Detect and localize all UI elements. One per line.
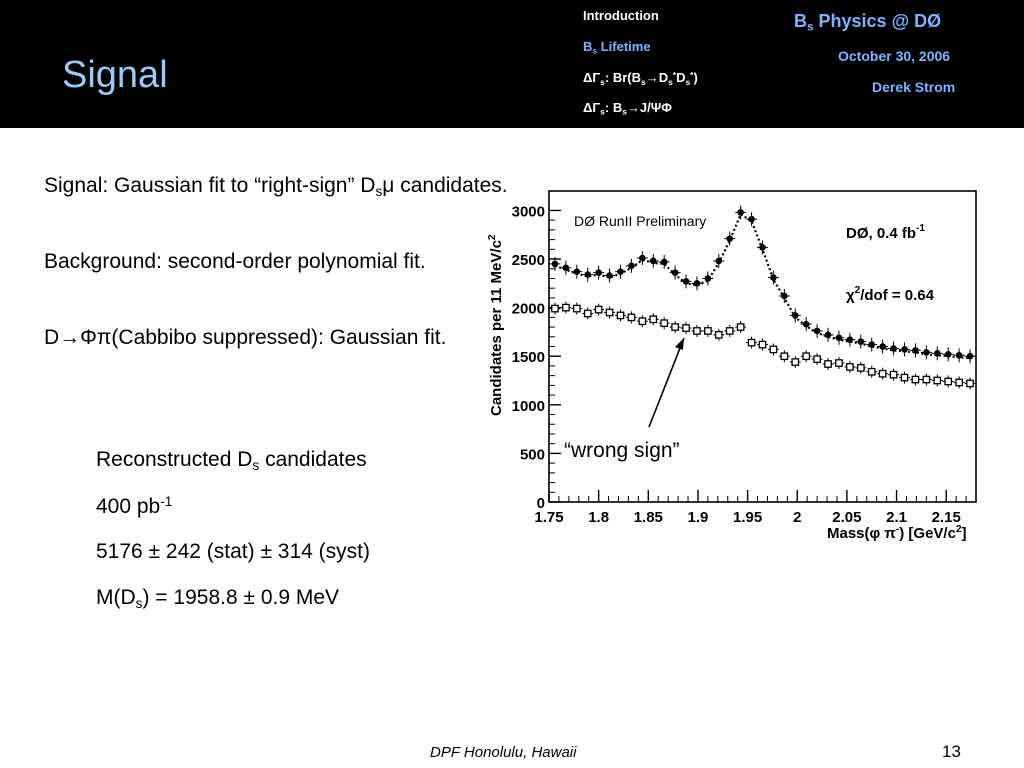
nav-item-introduction-label: Introduction (583, 8, 659, 23)
signal-point (694, 280, 701, 287)
label-luminosity: DØ, 0.4 $fb^{-1}$ (846, 223, 925, 242)
x-axis-label: Mass(φ π-) $[GeV/c^2]$ (827, 524, 967, 542)
signal-point (814, 328, 821, 335)
signal-point (912, 347, 919, 354)
wrong-sign-point (803, 353, 809, 359)
wrong-sign-point (901, 374, 907, 380)
y-tick-label: 500 (519, 446, 545, 464)
signal-point (923, 349, 930, 356)
signal-point (759, 244, 766, 251)
nav-item-bs-lifetime[interactable]: $B_s$ Lifetime (583, 39, 651, 56)
signal-point (606, 272, 613, 279)
x-tick-label: 2.05 (832, 509, 862, 526)
wrong-sign-point (847, 364, 853, 370)
y-tick-label: 1000 (511, 397, 545, 415)
x-tick-label: 2 (793, 509, 802, 526)
signal-point (650, 258, 657, 265)
signal-point (705, 275, 712, 282)
wrong-sign-point (563, 304, 569, 310)
x-tick-label: 2.15 (931, 509, 961, 526)
signal-point (781, 293, 788, 300)
result-luminosity: 400 $pb^{-1}$ (96, 494, 173, 518)
annotation-wrong-sign: “wrong sign” (564, 439, 680, 462)
wrong-sign-point (748, 339, 754, 345)
wrong-sign-point (585, 310, 591, 316)
signal-point (716, 258, 723, 265)
mass-histogram-plot (484, 176, 984, 548)
wrong-sign-point (574, 305, 580, 311)
talk-title: $B_s$ Physics @ DØ (794, 11, 942, 34)
wrong-sign-point (683, 325, 689, 331)
wrong-sign-point (552, 305, 558, 311)
signal-point (825, 332, 832, 339)
signal-point (683, 278, 690, 285)
signal-point (858, 338, 865, 345)
y-tick-label: 3000 (511, 203, 545, 221)
wrong-sign-point (814, 356, 820, 362)
y-tick-label: 0 (536, 495, 545, 512)
header-bar (0, 0, 1024, 128)
wrong-sign-point (650, 316, 656, 322)
signal-point (890, 345, 897, 352)
signal-point (770, 274, 777, 281)
bullet-signal-fit: Signal: Gaussian fit to “right-sign” $D_s\mu$ candidates. (44, 174, 508, 200)
signal-point (792, 312, 799, 319)
wrong-sign-point (705, 328, 711, 334)
x-tick-label: 1.75 (534, 509, 564, 526)
wrong-sign-point (934, 377, 940, 383)
signal-point (552, 261, 559, 268)
wrong-sign-point (617, 312, 623, 318)
y-tick-label: 2500 (511, 252, 545, 270)
wrong-sign-point (727, 328, 733, 334)
signal-point (584, 271, 591, 278)
talk-author: Derek Strom (872, 79, 956, 95)
wrong-sign-point (825, 361, 831, 367)
signal-point (836, 334, 843, 341)
label-chi2: $\chi^2$/dof = 0.64 (846, 285, 934, 304)
wrong-sign-point (912, 376, 918, 382)
wrong-sign-point (606, 309, 612, 315)
y-tick-label: 1500 (511, 349, 545, 367)
signal-point (879, 343, 886, 350)
signal-point (661, 259, 668, 266)
signal-point (628, 263, 635, 270)
wrong-sign-point (628, 314, 634, 320)
wrong-sign-point (869, 369, 875, 375)
y-tick-label: 2000 (511, 300, 545, 318)
signal-point (868, 341, 875, 348)
footer-venue: DPF Honolulu, Hawaii (430, 744, 577, 761)
x-tick-label: 1.95 (733, 509, 763, 526)
wrong-sign-point (716, 332, 722, 338)
signal-point (595, 269, 602, 276)
wrong-sign-point (694, 328, 700, 334)
wrong-sign-point (781, 353, 787, 359)
bullet-cabbibo: D→Φπ(Cabbibo suppressed): Gaussian fit. (44, 326, 447, 349)
signal-point (847, 336, 854, 343)
wrong-sign-point (770, 346, 776, 352)
signal-point (672, 269, 679, 276)
nav-item-introduction[interactable] (583, 8, 659, 23)
slide-number: 13 (942, 742, 961, 761)
wrong-sign-point (759, 341, 765, 347)
signal-point (639, 255, 646, 262)
result-yield: 5176 ± 242 (stat) ± 314 (syst) (96, 540, 371, 563)
x-tick-label: 1.9 (687, 509, 709, 526)
x-tick-label: 2.1 (886, 509, 907, 526)
label-preliminary: DØ RunII Preliminary (574, 213, 707, 229)
wrong-sign-point (945, 378, 951, 384)
wrong-sign-point (737, 324, 743, 330)
wrong-sign-point (879, 371, 885, 377)
signal-point (956, 352, 963, 359)
wrong-sign-point (858, 365, 864, 371)
wrong-sign-point (792, 359, 798, 365)
signal-point (803, 321, 810, 328)
signal-point (726, 235, 733, 242)
signal-point (574, 268, 581, 275)
signal-point (617, 268, 624, 275)
signal-point (737, 209, 744, 216)
talk-date: October 30, 2006 (838, 48, 951, 64)
wrong-sign-point (890, 371, 896, 377)
signal-point (945, 351, 952, 358)
x-tick-label: 1.85 (633, 509, 663, 526)
signal-point (748, 216, 755, 223)
result-mass: $M(D_s) = 1958.8 \pm 0.9$ MeV (96, 586, 340, 612)
signal-point (901, 346, 908, 353)
wrong-sign-point (923, 376, 929, 382)
wrong-sign-point (595, 306, 601, 312)
slide-title: Signal (62, 54, 168, 96)
wrong-sign-point (836, 360, 842, 366)
signal-point (934, 350, 941, 357)
signal-point (967, 353, 974, 360)
wrong-sign-point (661, 320, 667, 326)
wrong-sign-point (639, 318, 645, 324)
nav-item-br-bs[interactable]: $\Delta\Gamma_s$: $Br(B_s\to D_s^*D_s^*)$ (583, 70, 698, 87)
bullet-background-fit: Background: second-order polynomial fit. (44, 250, 426, 273)
wrong-sign-point (956, 379, 962, 385)
result-reconstructed: Reconstructed $D_s$ candidates (96, 448, 367, 474)
wrong-sign-point (672, 324, 678, 330)
y-axis-label: Candidates per 11 MeV/$c^2$ (487, 234, 505, 416)
wrong-sign-point (967, 380, 973, 386)
x-tick-label: 1.8 (588, 509, 610, 526)
nav-item-bs-jpsiphi[interactable]: $\Delta\Gamma_s$: $B_s\to J/\Psi\Phi$ (583, 100, 672, 117)
signal-point (563, 264, 570, 271)
